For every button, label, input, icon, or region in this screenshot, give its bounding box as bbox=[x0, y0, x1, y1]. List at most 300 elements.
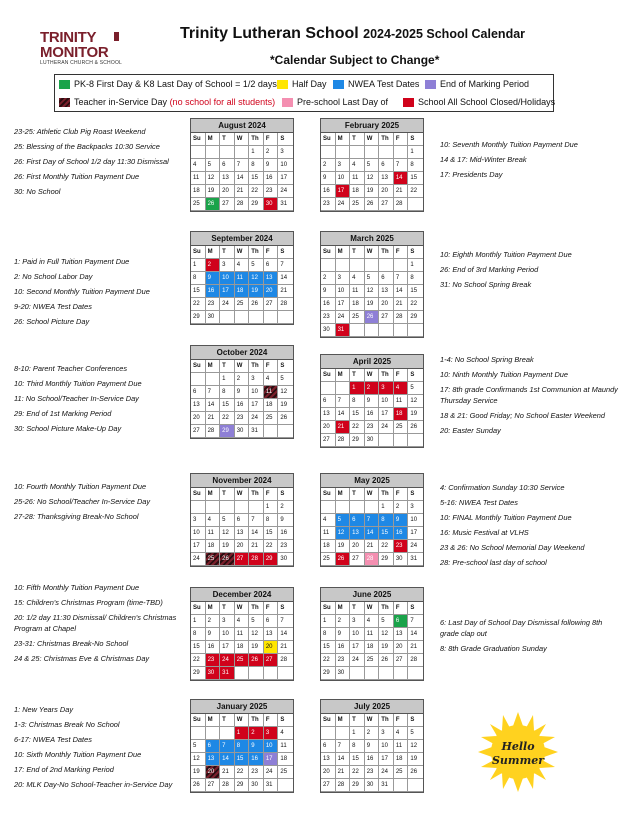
day-cell: 7 bbox=[220, 740, 235, 753]
day-cell: 8 bbox=[264, 514, 279, 527]
day-cell: 4 bbox=[235, 259, 250, 272]
day-cell: 8 bbox=[235, 740, 250, 753]
day-cell: 10 bbox=[408, 514, 423, 527]
day-cell: 6 bbox=[264, 615, 279, 628]
day-cell: 26 bbox=[365, 198, 380, 211]
day-cell: 6 bbox=[206, 740, 221, 753]
day-cell: 23 bbox=[365, 766, 380, 779]
events-march: 10: Eighth Monthly Tuition Payment Due 26: End of 3rd Marking Period 31: No School Spring Break bbox=[440, 250, 572, 289]
day-cell: 13 bbox=[191, 399, 206, 412]
day-cell: 24 bbox=[220, 298, 235, 311]
empty-cell bbox=[379, 667, 394, 680]
day-cell: 25 bbox=[365, 654, 380, 667]
day-cell: 31 bbox=[278, 198, 293, 211]
empty-cell bbox=[235, 311, 250, 324]
empty-cell bbox=[235, 146, 250, 159]
weekday-header: Su bbox=[191, 360, 206, 373]
day-cell: 19 bbox=[278, 399, 293, 412]
weekday-header: W bbox=[365, 133, 380, 146]
day-cell: 8 bbox=[220, 386, 235, 399]
weekday-header: T bbox=[220, 602, 235, 615]
day-cell: 10 bbox=[191, 527, 206, 540]
day-cell: 5 bbox=[408, 727, 423, 740]
day-cell: 16 bbox=[206, 641, 221, 654]
day-cell: 7 bbox=[278, 615, 293, 628]
green-swatch-icon bbox=[59, 80, 70, 89]
day-cell: 26 bbox=[249, 298, 264, 311]
day-cell: 12 bbox=[278, 386, 293, 399]
day-cell: 23 bbox=[321, 198, 336, 211]
day-cell: 26 bbox=[408, 766, 423, 779]
day-cell: 15 bbox=[191, 641, 206, 654]
day-cell: 4 bbox=[394, 382, 409, 395]
day-cell: 16 bbox=[206, 285, 221, 298]
legend-marking-period: End of Marking Period bbox=[425, 79, 529, 89]
day-cell: 4 bbox=[365, 615, 380, 628]
day-cell: 30 bbox=[278, 553, 293, 566]
month-calendar bbox=[190, 473, 294, 567]
logo-line-2: MONITOR bbox=[40, 44, 109, 61]
day-cell: 25 bbox=[206, 553, 221, 566]
day-cell: 27 bbox=[321, 779, 336, 792]
empty-cell bbox=[264, 667, 279, 680]
day-cell: 12 bbox=[408, 395, 423, 408]
hatched-swatch-icon bbox=[59, 98, 70, 107]
empty-cell bbox=[321, 501, 336, 514]
day-cell: 19 bbox=[365, 185, 380, 198]
weekday-header: Su bbox=[191, 714, 206, 727]
events-december: 10: Fifth Monthly Tuition Payment Due 15: Children's Christmas Program (time-TBD) 20: 1/2 day 11:30 Dismissal/ Children's Christmas Program at Chapel 23-31: Christmas Break-No School 24 & 25: Christmas Eve & Christmas Day bbox=[14, 583, 177, 663]
day-cell: 17 bbox=[249, 399, 264, 412]
day-cell: 9 bbox=[394, 514, 409, 527]
day-cell: 6 bbox=[379, 272, 394, 285]
day-cell: 29 bbox=[321, 667, 336, 680]
empty-cell bbox=[365, 667, 380, 680]
day-cell: 14 bbox=[408, 628, 423, 641]
day-cell: 19 bbox=[408, 753, 423, 766]
day-cell: 20 bbox=[394, 641, 409, 654]
day-cell: 1 bbox=[220, 373, 235, 386]
day-cell: 13 bbox=[220, 172, 235, 185]
day-cell: 7 bbox=[394, 272, 409, 285]
day-cell: 21 bbox=[336, 766, 351, 779]
day-cell: 11 bbox=[235, 272, 250, 285]
day-cell: 14 bbox=[336, 408, 351, 421]
day-cell: 21 bbox=[394, 298, 409, 311]
day-cell: 10 bbox=[336, 172, 351, 185]
day-cell: 4 bbox=[206, 514, 221, 527]
day-cell: 27 bbox=[350, 553, 365, 566]
day-cell: 18 bbox=[350, 298, 365, 311]
empty-cell bbox=[220, 727, 235, 740]
day-cell: 6 bbox=[350, 514, 365, 527]
day-cell: 10 bbox=[379, 740, 394, 753]
weekday-header: S bbox=[408, 369, 423, 382]
day-cell: 25 bbox=[394, 421, 409, 434]
day-cell: 18 bbox=[394, 408, 409, 421]
empty-cell bbox=[206, 727, 221, 740]
day-cell: 3 bbox=[379, 727, 394, 740]
day-cell: 7 bbox=[365, 514, 380, 527]
day-cell: 15 bbox=[408, 285, 423, 298]
day-cell: 29 bbox=[249, 198, 264, 211]
day-cell: 29 bbox=[350, 779, 365, 792]
empty-cell bbox=[264, 311, 279, 324]
day-cell: 22 bbox=[264, 540, 279, 553]
empty-cell bbox=[220, 501, 235, 514]
empty-cell bbox=[191, 373, 206, 386]
empty-cell bbox=[394, 146, 409, 159]
day-cell: 6 bbox=[235, 514, 250, 527]
day-cell: 10 bbox=[264, 740, 279, 753]
day-cell: 8 bbox=[191, 272, 206, 285]
day-cell: 21 bbox=[278, 641, 293, 654]
day-cell: 5 bbox=[336, 514, 351, 527]
day-cell: 1 bbox=[379, 501, 394, 514]
weekday-header: T bbox=[350, 246, 365, 259]
day-cell: 2 bbox=[321, 159, 336, 172]
events-february: 10: Seventh Monthly Tuition Payment Due 14 & 17: Mid-Winter Break 17: Presidents Day bbox=[440, 140, 578, 179]
day-cell: 14 bbox=[249, 527, 264, 540]
day-cell: 8 bbox=[408, 159, 423, 172]
weekday-header: S bbox=[278, 360, 293, 373]
day-cell: 6 bbox=[321, 740, 336, 753]
weekday-header: F bbox=[394, 246, 409, 259]
day-cell: 18 bbox=[394, 753, 409, 766]
empty-cell bbox=[278, 425, 293, 438]
day-cell: 16 bbox=[235, 399, 250, 412]
day-cell: 29 bbox=[350, 434, 365, 447]
day-cell: 23 bbox=[278, 540, 293, 553]
day-cell: 1 bbox=[264, 501, 279, 514]
empty-cell bbox=[379, 259, 394, 272]
day-cell: 18 bbox=[191, 185, 206, 198]
day-cell: 10 bbox=[220, 628, 235, 641]
events-january: 1: New Years Day 1-3: Christmas Break No School 6-17: NWEA Test Dates 10: Sixth Monthly Tuition Payment Due 17: End of 2nd Marking Period 20: MLK Day-No School-Teacher in-Service Day bbox=[14, 705, 173, 789]
day-cell: 5 bbox=[278, 373, 293, 386]
day-cell: 22 bbox=[379, 540, 394, 553]
day-cell: 26 bbox=[336, 553, 351, 566]
day-cell: 3 bbox=[336, 159, 351, 172]
day-cell: 1 bbox=[408, 146, 423, 159]
day-cell: 26 bbox=[220, 553, 235, 566]
day-cell: 28 bbox=[206, 425, 221, 438]
weekday-header: Th bbox=[379, 246, 394, 259]
day-cell: 3 bbox=[220, 615, 235, 628]
day-cell: 31 bbox=[408, 553, 423, 566]
day-cell: 28 bbox=[408, 654, 423, 667]
month-calendar bbox=[320, 354, 424, 448]
day-cell: 9 bbox=[235, 386, 250, 399]
weekday-header: F bbox=[394, 714, 409, 727]
month-title: September 2024 bbox=[191, 232, 293, 246]
day-cell: 30 bbox=[235, 425, 250, 438]
day-cell: 31 bbox=[336, 324, 351, 337]
day-cell: 10 bbox=[350, 628, 365, 641]
day-cell: 8 bbox=[408, 272, 423, 285]
day-cell: 3 bbox=[191, 514, 206, 527]
day-cell: 12 bbox=[408, 740, 423, 753]
month-title: April 2025 bbox=[321, 355, 423, 369]
month-calendar bbox=[190, 231, 294, 325]
weekday-header: Th bbox=[249, 602, 264, 615]
day-cell: 30 bbox=[394, 553, 409, 566]
month-calendar bbox=[190, 587, 294, 681]
month-calendar bbox=[320, 231, 424, 338]
empty-cell bbox=[394, 434, 409, 447]
sun-text-hello: Hello bbox=[501, 740, 535, 753]
empty-cell bbox=[408, 198, 423, 211]
logo-line-1: TRINITY bbox=[40, 29, 97, 46]
day-cell: 27 bbox=[379, 198, 394, 211]
day-cell: 27 bbox=[264, 654, 279, 667]
day-cell: 23 bbox=[321, 311, 336, 324]
weekday-header: M bbox=[336, 369, 351, 382]
day-cell: 11 bbox=[394, 740, 409, 753]
day-cell: 24 bbox=[220, 654, 235, 667]
weekday-header: F bbox=[394, 488, 409, 501]
month-title: January 2025 bbox=[191, 700, 293, 714]
day-cell: 11 bbox=[394, 395, 409, 408]
events-april: 1-4: No School Spring Break 10: Ninth Monthly Tuition Payment Due 17: 8th grade Confirmands 1st Communion at Maundy Thursday Service 18 & 21: Good Friday; No School Easter Weekend 20: Easter Sunday bbox=[440, 355, 618, 435]
day-cell: 28 bbox=[235, 198, 250, 211]
day-cell: 14 bbox=[235, 172, 250, 185]
day-cell: 13 bbox=[264, 272, 279, 285]
day-cell: 1 bbox=[350, 727, 365, 740]
day-cell: 16 bbox=[365, 408, 380, 421]
empty-cell bbox=[321, 382, 336, 395]
title-main: Trinity Lutheran School bbox=[180, 25, 359, 42]
empty-cell bbox=[235, 501, 250, 514]
day-cell: 11 bbox=[278, 740, 293, 753]
day-cell: 3 bbox=[278, 146, 293, 159]
empty-cell bbox=[336, 727, 351, 740]
day-cell: 23 bbox=[235, 412, 250, 425]
weekday-header: W bbox=[365, 369, 380, 382]
day-cell: 11 bbox=[321, 527, 336, 540]
day-cell: 6 bbox=[394, 615, 409, 628]
empty-cell bbox=[350, 259, 365, 272]
day-cell: 2 bbox=[264, 146, 279, 159]
day-cell: 19 bbox=[365, 298, 380, 311]
day-cell: 8 bbox=[191, 628, 206, 641]
day-cell: 29 bbox=[191, 667, 206, 680]
page-title bbox=[180, 24, 560, 44]
day-cell: 20 bbox=[379, 298, 394, 311]
day-cell: 9 bbox=[365, 740, 380, 753]
day-cell: 1 bbox=[235, 727, 250, 740]
weekday-header: Th bbox=[249, 360, 264, 373]
day-cell: 9 bbox=[264, 159, 279, 172]
day-cell: 4 bbox=[264, 373, 279, 386]
weekday-header: M bbox=[206, 246, 221, 259]
day-cell: 27 bbox=[394, 654, 409, 667]
weekday-header: S bbox=[408, 246, 423, 259]
day-cell: 2 bbox=[206, 615, 221, 628]
empty-cell bbox=[379, 324, 394, 337]
day-cell: 20 bbox=[379, 185, 394, 198]
day-cell: 17 bbox=[220, 285, 235, 298]
day-cell: 11 bbox=[206, 527, 221, 540]
day-cell: 9 bbox=[336, 628, 351, 641]
empty-cell bbox=[394, 259, 409, 272]
weekday-header: T bbox=[350, 488, 365, 501]
weekday-header: Su bbox=[191, 488, 206, 501]
day-cell: 19 bbox=[191, 766, 206, 779]
day-cell: 1 bbox=[321, 615, 336, 628]
day-cell: 9 bbox=[321, 172, 336, 185]
empty-cell bbox=[408, 324, 423, 337]
day-cell: 1 bbox=[191, 259, 206, 272]
day-cell: 20 bbox=[321, 421, 336, 434]
weekday-header: W bbox=[235, 602, 250, 615]
weekday-header: Th bbox=[249, 133, 264, 146]
day-cell: 5 bbox=[191, 740, 206, 753]
month-title: November 2024 bbox=[191, 474, 293, 488]
day-cell: 24 bbox=[191, 553, 206, 566]
day-cell: 20 bbox=[350, 540, 365, 553]
red-swatch-icon bbox=[403, 98, 414, 107]
day-cell: 20 bbox=[220, 185, 235, 198]
day-cell: 5 bbox=[249, 259, 264, 272]
weekday-header: Th bbox=[379, 133, 394, 146]
day-cell: 6 bbox=[220, 159, 235, 172]
day-cell: 2 bbox=[394, 501, 409, 514]
day-cell: 2 bbox=[249, 727, 264, 740]
day-cell: 14 bbox=[394, 285, 409, 298]
day-cell: 30 bbox=[206, 667, 221, 680]
day-cell: 21 bbox=[249, 540, 264, 553]
day-cell: 7 bbox=[394, 159, 409, 172]
weekday-header: M bbox=[336, 133, 351, 146]
day-cell: 18 bbox=[235, 641, 250, 654]
day-cell: 30 bbox=[336, 667, 351, 680]
day-cell: 12 bbox=[336, 527, 351, 540]
day-cell: 20 bbox=[191, 412, 206, 425]
day-cell: 3 bbox=[379, 382, 394, 395]
day-cell: 14 bbox=[336, 753, 351, 766]
day-cell: 23 bbox=[336, 654, 351, 667]
day-cell: 25 bbox=[350, 311, 365, 324]
month-title: March 2025 bbox=[321, 232, 423, 246]
day-cell: 18 bbox=[264, 399, 279, 412]
day-cell: 23 bbox=[365, 421, 380, 434]
month-calendar bbox=[320, 473, 424, 567]
day-cell: 31 bbox=[379, 779, 394, 792]
day-cell: 14 bbox=[220, 753, 235, 766]
day-cell: 13 bbox=[379, 172, 394, 185]
empty-cell bbox=[336, 146, 351, 159]
empty-cell bbox=[206, 501, 221, 514]
day-cell: 26 bbox=[408, 421, 423, 434]
weekday-header: T bbox=[220, 714, 235, 727]
empty-cell bbox=[408, 434, 423, 447]
events-june: 6: Last Day of School Day Dismissal following 8th grade clap out 8: 8th Grade Graduation Sunday bbox=[440, 618, 603, 653]
empty-cell bbox=[350, 667, 365, 680]
weekday-header: W bbox=[365, 488, 380, 501]
day-cell: 3 bbox=[220, 259, 235, 272]
day-cell: 9 bbox=[206, 628, 221, 641]
day-cell: 18 bbox=[278, 753, 293, 766]
logo-line-3: LUTHERAN CHURCH & SCHOOL bbox=[40, 60, 123, 66]
month-title: June 2025 bbox=[321, 588, 423, 602]
pink-swatch-icon bbox=[282, 98, 293, 107]
day-cell: 28 bbox=[394, 311, 409, 324]
day-cell: 24 bbox=[379, 766, 394, 779]
day-cell: 13 bbox=[206, 753, 221, 766]
weekday-header: Th bbox=[249, 714, 264, 727]
day-cell: 30 bbox=[365, 779, 380, 792]
day-cell: 13 bbox=[394, 628, 409, 641]
day-cell: 11 bbox=[191, 172, 206, 185]
day-cell: 21 bbox=[206, 412, 221, 425]
weekday-header: T bbox=[220, 488, 235, 501]
day-cell: 7 bbox=[278, 259, 293, 272]
day-cell: 30 bbox=[264, 198, 279, 211]
empty-cell bbox=[264, 425, 279, 438]
day-cell: 25 bbox=[235, 298, 250, 311]
day-cell: 1 bbox=[191, 615, 206, 628]
day-cell: 24 bbox=[249, 412, 264, 425]
weekday-header: Su bbox=[321, 714, 336, 727]
day-cell: 7 bbox=[336, 740, 351, 753]
weekday-header: Th bbox=[379, 369, 394, 382]
day-cell: 2 bbox=[278, 501, 293, 514]
day-cell: 16 bbox=[321, 185, 336, 198]
day-cell: 25 bbox=[321, 553, 336, 566]
day-cell: 3 bbox=[350, 615, 365, 628]
day-cell: 22 bbox=[408, 298, 423, 311]
day-cell: 17 bbox=[278, 172, 293, 185]
day-cell: 12 bbox=[249, 628, 264, 641]
day-cell: 22 bbox=[235, 766, 250, 779]
weekday-header: F bbox=[394, 602, 409, 615]
empty-cell bbox=[191, 727, 206, 740]
empty-cell bbox=[350, 324, 365, 337]
day-cell: 4 bbox=[191, 159, 206, 172]
day-cell: 15 bbox=[249, 172, 264, 185]
day-cell: 21 bbox=[394, 185, 409, 198]
day-cell: 21 bbox=[235, 185, 250, 198]
day-cell: 16 bbox=[365, 753, 380, 766]
empty-cell bbox=[206, 373, 221, 386]
day-cell: 27 bbox=[235, 553, 250, 566]
day-cell: 29 bbox=[235, 779, 250, 792]
purple-swatch-icon bbox=[425, 80, 436, 89]
weekday-header: F bbox=[264, 602, 279, 615]
empty-cell bbox=[191, 146, 206, 159]
empty-cell bbox=[336, 259, 351, 272]
day-cell: 22 bbox=[408, 185, 423, 198]
day-cell: 19 bbox=[249, 285, 264, 298]
day-cell: 7 bbox=[408, 615, 423, 628]
day-cell: 15 bbox=[321, 641, 336, 654]
day-cell: 25 bbox=[191, 198, 206, 211]
day-cell: 27 bbox=[264, 298, 279, 311]
day-cell: 24 bbox=[278, 185, 293, 198]
day-cell: 17 bbox=[220, 641, 235, 654]
day-cell: 26 bbox=[191, 779, 206, 792]
weekday-header: Th bbox=[379, 602, 394, 615]
empty-cell bbox=[408, 667, 423, 680]
weekday-header: S bbox=[408, 133, 423, 146]
empty-cell bbox=[321, 259, 336, 272]
day-cell: 6 bbox=[321, 395, 336, 408]
weekday-header: Su bbox=[321, 133, 336, 146]
day-cell: 19 bbox=[220, 540, 235, 553]
cross-icon bbox=[114, 32, 119, 41]
day-cell: 22 bbox=[191, 654, 206, 667]
